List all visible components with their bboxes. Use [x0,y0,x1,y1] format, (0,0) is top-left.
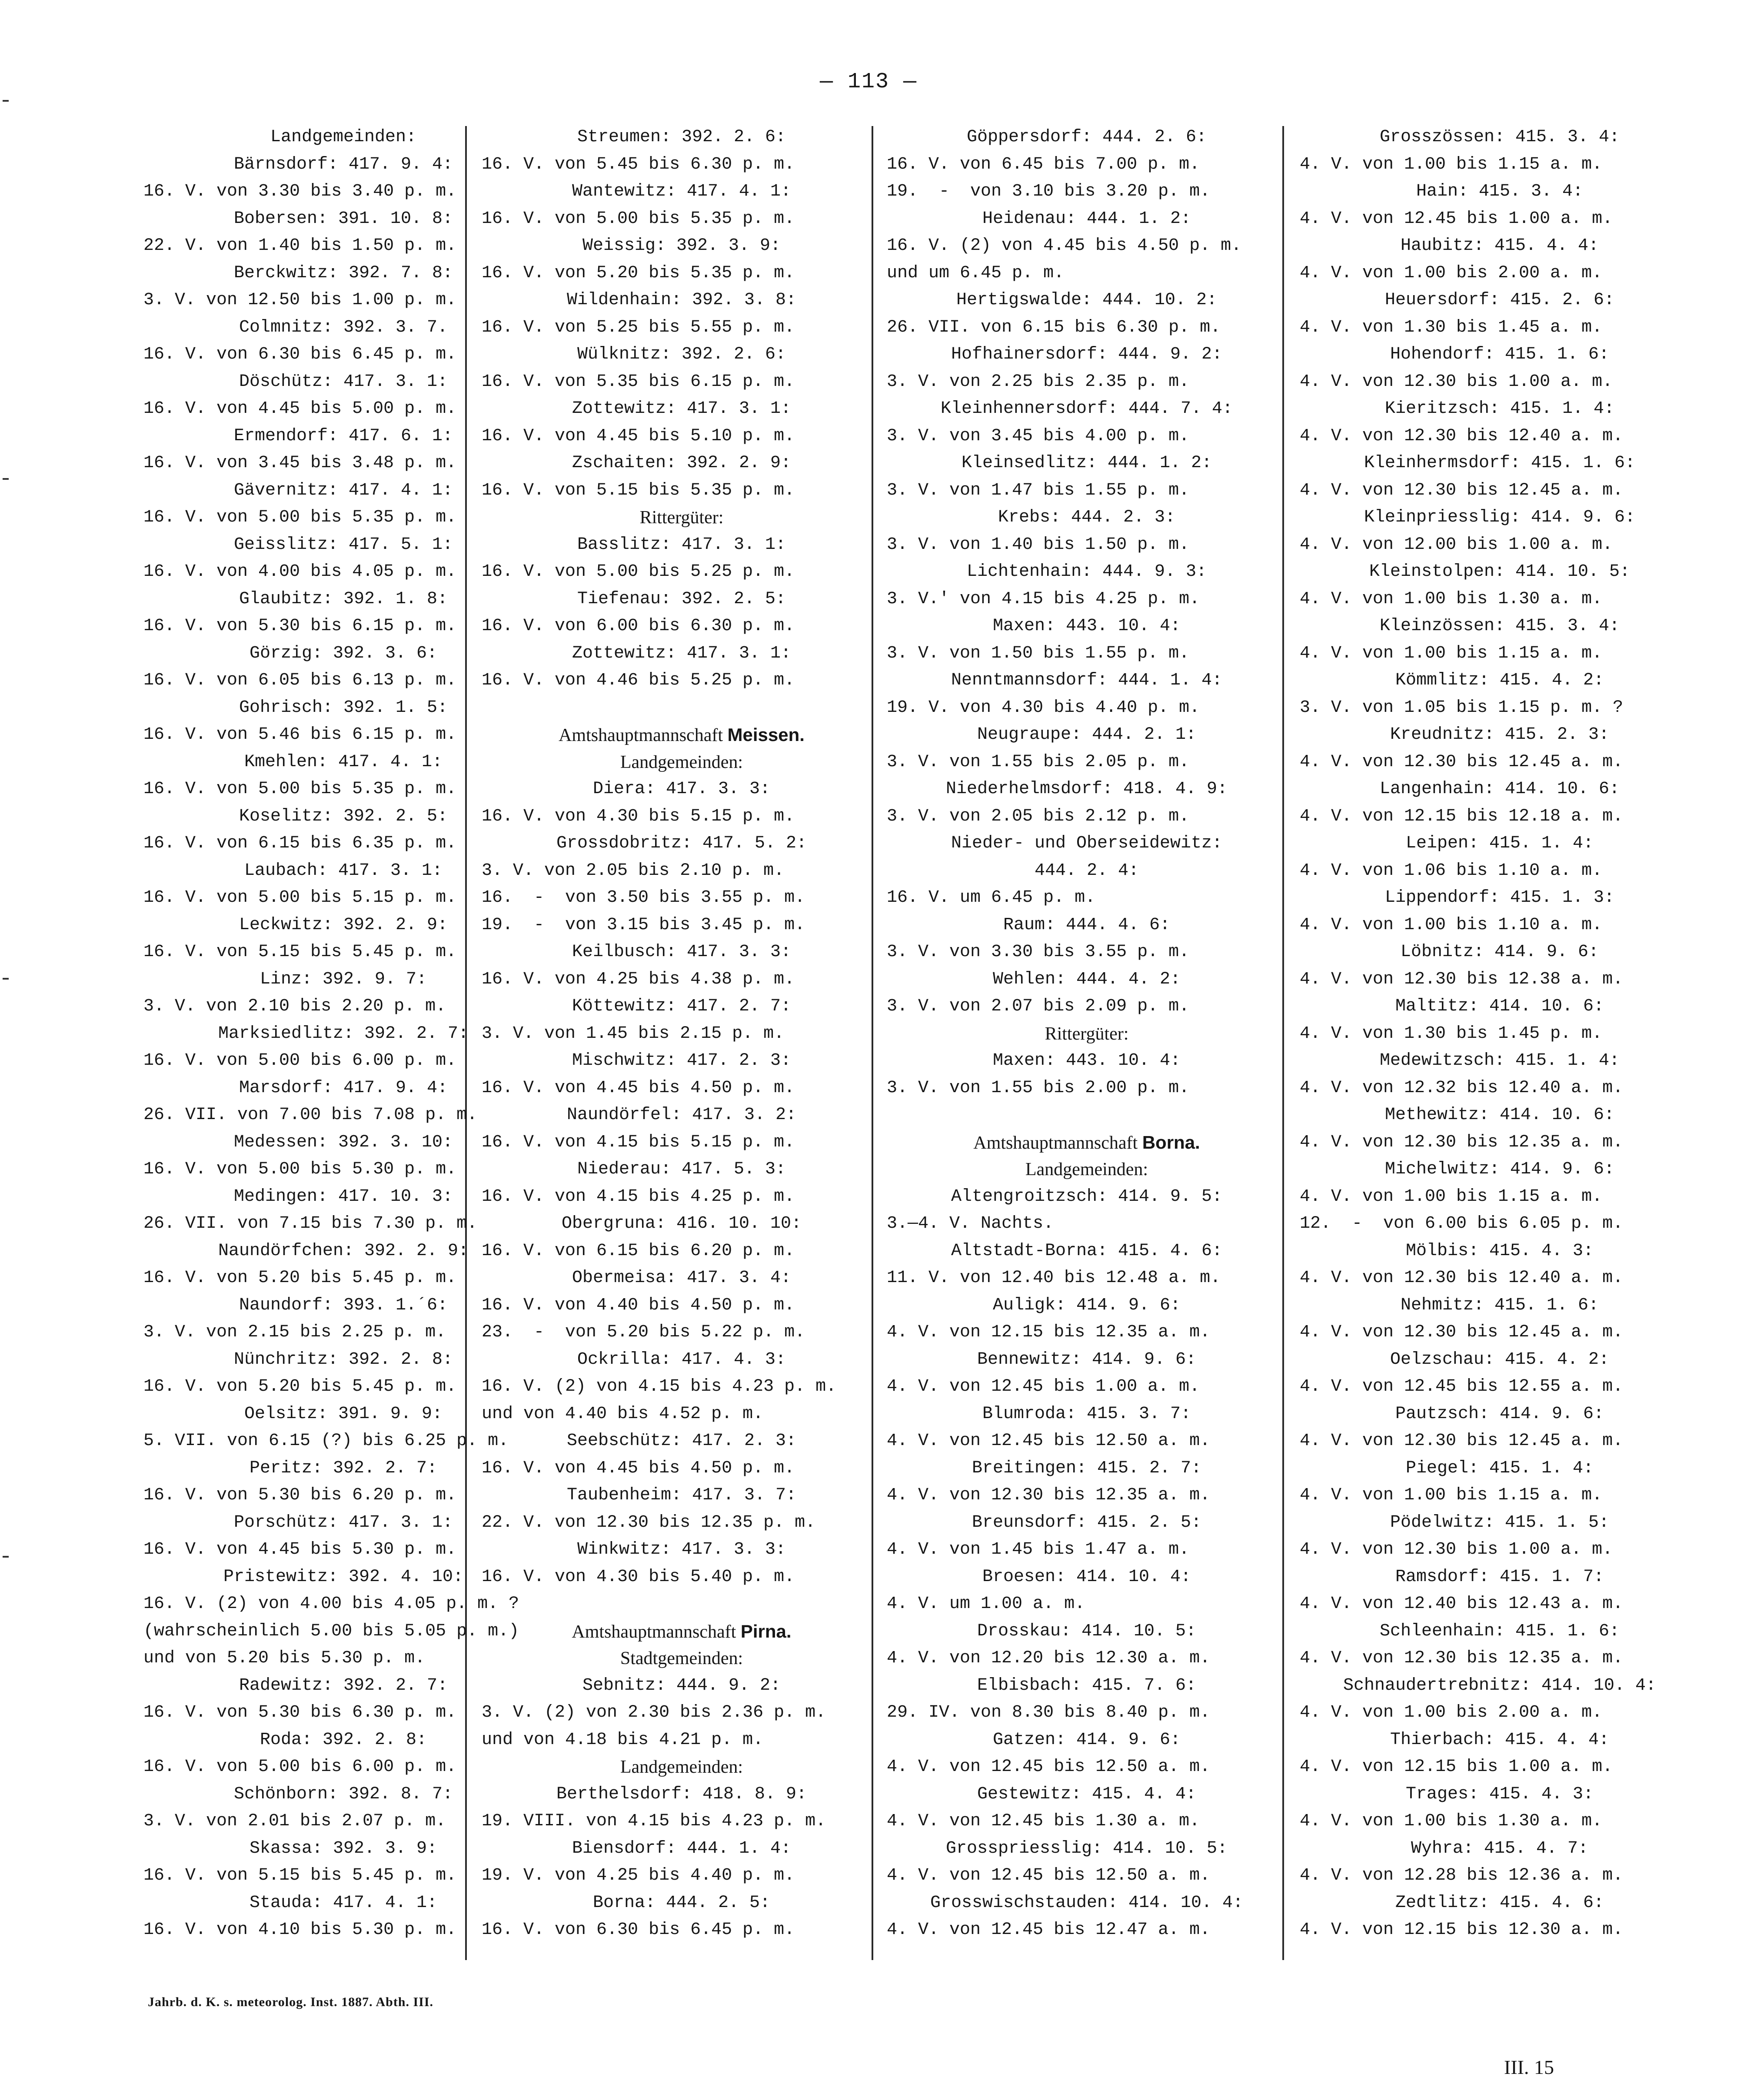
place-heading: 444. 2. 4: [1034,861,1139,881]
district-prefix: Amtshauptmannschaft [572,1622,741,1642]
observation-entry: 16. V. von 6.45 bis 7.00 p. m. [887,154,1200,174]
observation-entry: 3. V. von 1.40 bis 1.50 p. m. [887,535,1190,555]
place-heading: Oelzschau: 415. 4. 2: [1390,1349,1610,1369]
observation-entry: 4. V. von 1.06 bis 1.10 a. m. [1300,861,1603,881]
place-heading: Bennewitz: 414. 9. 6: [977,1349,1197,1369]
observation-entry: 3. V. von 2.05 bis 2.10 p. m. [482,861,785,881]
place-heading: Porschütz: 417. 3. 1: [233,1512,453,1532]
observation-entry: 16. V. (2) von 4.45 bis 4.50 p. m. [887,236,1242,256]
place-heading: Kleinsedlitz: 444. 1. 2: [961,453,1212,473]
district-name: Borna. [1142,1132,1200,1153]
observation-entry: 4. V. von 1.30 bis 1.45 p. m. [1300,1023,1603,1043]
place-heading: Löbnitz: 414. 9. 6: [1400,942,1599,962]
observation-entry: 16. V. von 5.00 bis 6.00 p. m. [143,1757,457,1777]
observation-entry: 4. V. von 12.20 bis 12.30 a. m. [887,1648,1211,1668]
journal-reference: Jahrb. d. K. s. meteorolog. Inst. 1887. Abth. III. [148,1995,434,2009]
observation-entry: 16. V. von 5.00 bis 5.25 p. m. [482,562,795,581]
spacer [482,694,882,722]
place-heading: Krebs: 444. 2. 3: [998,508,1176,527]
place-heading: Ramsdorf: 415. 1. 7: [1395,1567,1604,1587]
place-heading: Hohendorf: 415. 1. 6: [1390,345,1610,364]
observation-entry: 3.—4. V. Nachts. [887,1214,1054,1233]
place-heading: Heidenau: 444. 1. 2: [982,209,1191,229]
place-heading: Nenntmannsdorf: 444. 1. 4: [951,671,1223,690]
place-heading: Görzig: 392. 3. 6: [249,643,438,663]
district-heading [482,1618,882,1645]
observation-entry: 4. V. von 12.15 bis 1.00 a. m. [1300,1757,1613,1777]
observation-entry: 16. V. von 6.15 bis 6.35 p. m. [143,834,457,853]
place-heading: Geisslitz: 417. 5. 1: [233,535,453,555]
district-heading [482,721,882,749]
place-heading: Heuersdorf: 415. 2. 6: [1384,290,1615,310]
observation-entry: 16. V. von 6.30 bis 6.45 p. m. [143,345,457,364]
section-subheading: Landgemeinden: [620,752,743,772]
place-heading: Basslitz: 417. 3. 1: [577,535,786,555]
place-heading: Piegel: 415. 1. 4: [1405,1458,1594,1478]
observation-entry: 4. V. von 12.30 bis 12.35 a. m. [1300,1648,1624,1668]
place-heading: Berckwitz: 392. 7. 8: [233,263,453,283]
observation-entry: 4. V. von 12.30 bis 12.45 a. m. [1300,1431,1624,1451]
observation-entry: 16. V. von 6.00 bis 6.30 p. m. [482,616,795,636]
place-heading: Wehlen: 444. 4. 2: [992,969,1181,989]
observation-entry: 16. V. von 5.00 bis 5.30 p. m. [143,1160,457,1179]
observation-entry: 16. V. von 4.25 bis 4.38 p. m. [482,969,795,989]
observation-entry: 22. V. von 1.40 bis 1.50 p. m. [143,236,457,256]
observation-entry: und von 4.40 bis 4.52 p. m. [482,1404,764,1424]
section-subheading: Stadtgemeinden: [620,1648,743,1668]
place-heading: Marksiedlitz: 392. 2. 7: [218,1023,469,1043]
place-heading: Wyhra: 415. 4. 7: [1411,1838,1589,1858]
place-heading: Obergruna: 416. 10. 10: [561,1214,802,1233]
place-heading: Maltitz: 414. 10. 6: [1395,997,1604,1016]
place-heading: Marsdorf: 417. 9. 4: [239,1078,448,1098]
observation-entry: 26. VII. von 7.00 bis 7.08 p. m. [143,1105,478,1125]
observation-entry: 16. V. von 6.15 bis 6.20 p. m. [482,1241,795,1261]
place-heading: Gestewitz: 415. 4. 4: [977,1784,1197,1804]
place-heading: Wildenhain: 392. 3. 8: [566,290,797,310]
place-heading: Pautzsch: 414. 9. 6: [1395,1404,1604,1424]
place-heading: Diera: 417. 3. 3: [592,779,771,799]
observation-entry: 4. V. von 12.30 bis 12.45 a. m. [1300,1322,1624,1342]
observation-entry: 4. V. von 12.45 bis 1.00 a. m. [1300,209,1613,229]
observation-entry: 16. V. von 3.45 bis 3.48 p. m. [143,453,457,473]
place-heading: Medessen: 392. 3. 10: [233,1132,453,1152]
place-heading: Oelsitz: 391. 9. 9: [244,1404,443,1424]
place-heading: Glaubitz: 392. 1. 8: [239,589,448,609]
observation-entry: 16. V. von 4.15 bis 4.25 p. m. [482,1186,795,1206]
observation-entry: 16. V. um 6.45 p. m. [887,888,1096,907]
place-heading: Kleinpriesslig: 414. 9. 6: [1364,508,1636,527]
place-heading: Gohrisch: 392. 1. 5: [239,698,448,718]
place-heading: Medingen: 417. 10. 3: [233,1186,453,1206]
margin-mark [3,100,9,102]
place-heading: Kleinzössen: 415. 3. 4: [1379,616,1620,636]
observation-entry: 16. V. (2) von 4.00 bis 4.05 p. m. ? [143,1594,519,1614]
place-heading: Tiefenau: 392. 2. 5: [577,589,786,609]
place-heading: Leckwitz: 392. 2. 9: [239,915,448,935]
place-heading: Altstadt-Borna: 415. 4. 6: [951,1241,1223,1261]
text-column-4 [1300,124,1700,1944]
observation-entry: 16. V. von 5.15 bis 5.45 p. m. [143,1866,457,1885]
spacer [887,1102,1287,1129]
observation-entry: 3. V. von 1.47 bis 1.55 p. m. [887,480,1190,500]
observation-entry: 16. V. von 5.25 bis 5.55 p. m. [482,317,795,337]
observation-entry: 4. V. um 1.00 a. m. [887,1594,1085,1614]
place-heading: Langenhain: 414. 10. 6: [1379,779,1620,799]
observation-entry: und von 4.18 bis 4.21 p. m. [482,1730,764,1750]
observation-entry: 4. V. von 1.00 bis 1.15 a. m. [1300,1485,1603,1505]
margin-mark [3,1556,9,1558]
observation-entry: 3. V. von 12.50 bis 1.00 p. m. [143,290,457,310]
place-heading: Breunsdorf: 415. 2. 5: [972,1512,1202,1532]
place-heading: Gävernitz: 417. 4. 1: [233,480,453,500]
place-heading: Nehmitz: 415. 1. 6: [1400,1295,1599,1315]
observation-entry: 16. V. von 6.05 bis 6.13 p. m. [143,671,457,690]
place-heading: Kieritzsch: 415. 1. 4: [1384,399,1615,419]
place-heading: Maxen: 443. 10. 4: [992,1051,1181,1070]
observation-entry: 4. V. von 12.28 bis 12.36 a. m. [1300,1866,1624,1885]
observation-entry: 4. V. von 12.30 bis 1.00 a. m. [1300,372,1613,392]
place-heading: Leipen: 415. 1. 4: [1405,834,1594,853]
observation-entry: 4. V. von 12.45 bis 12.50 a. m. [887,1757,1211,1777]
observation-entry: 4. V. von 12.30 bis 12.45 a. m. [1300,480,1624,500]
place-heading: Göppersdorf: 444. 2. 6: [966,127,1207,147]
place-heading: Hofhainersdorf: 444. 9. 2: [951,345,1223,364]
district-prefix: Amtshauptmannschaft [973,1133,1142,1153]
observation-entry: 11. V. von 12.40 bis 12.48 a. m. [887,1268,1221,1288]
place-heading: Döschütz: 417. 3. 1: [239,372,448,392]
observation-entry: 16. V. von 5.00 bis 5.15 p. m. [143,888,457,907]
place-heading: Pristewitz: 392. 4. 10: [223,1567,464,1587]
observation-entry: 16. V. von 4.45 bis 5.00 p. m. [143,399,457,419]
place-heading: Naundörfel: 417. 3. 2: [566,1105,797,1125]
place-heading: Grosspriesslig: 414. 10. 5: [945,1838,1228,1858]
observation-entry: 16. V. von 4.30 bis 5.15 p. m. [482,806,795,826]
place-heading: Seebschütz: 417. 2. 3: [566,1431,797,1451]
observation-entry: 16. V. von 3.30 bis 3.40 p. m. [143,182,457,201]
observation-entry: 26. VII. von 7.15 bis 7.30 p. m. [143,1214,478,1233]
place-heading: Zottewitz: 417. 3. 1: [572,643,792,663]
observation-entry: 4. V. von 1.45 bis 1.47 a. m. [887,1540,1190,1559]
observation-entry: 16. V. (2) von 4.15 bis 4.23 p. m. [482,1377,837,1396]
place-heading: Stauda: 417. 4. 1: [249,1893,438,1913]
place-heading: Köttewitz: 417. 2. 7: [572,997,792,1016]
section-subheading: Rittergüter: [639,508,724,528]
observation-entry: 16. V. von 4.46 bis 5.25 p. m. [482,671,795,690]
spacer [482,1591,882,1618]
observation-entry: 4. V. von 12.15 bis 12.30 a. m. [1300,1920,1624,1940]
observation-entry: 16. V. von 5.30 bis 6.15 p. m. [143,616,457,636]
place-heading: Landgemeinden: [270,127,417,147]
observation-entry: 3. V. von 1.55 bis 2.05 p. m. [887,752,1190,772]
observation-entry: 16. V. von 5.00 bis 5.35 p. m. [143,779,457,799]
text-column-2 [482,124,882,1944]
place-heading: Kleinstolpen: 414. 10. 5: [1369,562,1631,581]
place-heading: Grosszössen: 415. 3. 4: [1379,127,1620,147]
place-heading: Skassa: 392. 3. 9: [249,1838,438,1858]
page-number: — 113 — [819,70,918,94]
place-heading: Naundörfchen: 392. 2. 9: [218,1241,469,1261]
place-heading: Schnaudertrebnitz: 414. 10. 4: [1343,1675,1657,1695]
observation-entry: 4. V. von 12.45 bis 12.47 a. m. [887,1920,1211,1940]
observation-entry: 16. V. von 6.30 bis 6.45 p. m. [482,1920,795,1940]
observation-entry: 4. V. von 1.00 bis 1.15 a. m. [1300,643,1603,663]
observation-entry: 3. V.' von 4.15 bis 4.25 p. m. [887,589,1200,609]
place-heading: Naundorf: 393. 1.´6: [239,1295,448,1315]
place-heading: Maxen: 443. 10. 4: [992,616,1181,636]
observation-entry: 4. V. von 12.00 bis 1.00 a. m. [1300,535,1613,555]
observation-entry: 4. V. von 1.00 bis 1.15 a. m. [1300,1186,1603,1206]
observation-entry: 16. V. von 4.45 bis 5.30 p. m. [143,1540,457,1559]
observation-entry: 5. VII. von 6.15 (?) bis 6.25 p. m. [143,1431,509,1451]
observation-entry: 4. V. von 12.45 bis 1.00 a. m. [887,1377,1200,1396]
place-heading: Radewitz: 392. 2. 7: [239,1675,448,1695]
observation-entry: 26. VII. von 6.15 bis 6.30 p. m. [887,317,1221,337]
observation-entry: 16. V. von 4.30 bis 5.40 p. m. [482,1567,795,1587]
observation-entry: 3. V. (2) von 2.30 bis 2.36 p. m. [482,1703,826,1722]
place-heading: Kömmlitz: 415. 4. 2: [1395,671,1604,690]
place-heading: Medewitzsch: 415. 1. 4: [1379,1051,1620,1070]
observation-entry: 3. V. von 3.30 bis 3.55 p. m. [887,942,1190,962]
observation-entry: 4. V. von 12.45 bis 12.55 a. m. [1300,1377,1624,1396]
observation-entry: 16. V. von 5.00 bis 5.35 p. m. [143,508,457,527]
observation-entry: 4. V. von 1.00 bis 1.30 a. m. [1300,1811,1603,1831]
place-heading: Streumen: 392. 2. 6: [577,127,786,147]
place-heading: Michelwitz: 414. 9. 6: [1384,1160,1615,1179]
place-heading: Kleinhermsdorf: 415. 1. 6: [1364,453,1636,473]
observation-entry: 19. - von 3.10 bis 3.20 p. m. [887,182,1211,201]
observation-entry: 4. V. von 12.30 bis 12.35 a. m. [887,1485,1211,1505]
observation-entry: 4. V. von 1.00 bis 1.30 a. m. [1300,589,1603,609]
place-heading: Thierbach: 415. 4. 4: [1390,1730,1610,1750]
observation-entry: 16. V. von 5.20 bis 5.45 p. m. [143,1377,457,1396]
observation-entry: 4. V. von 1.00 bis 1.10 a. m. [1300,915,1603,935]
place-heading: Roda: 392. 2. 8: [260,1730,427,1750]
place-heading: Linz: 392. 9. 7: [260,969,427,989]
observation-entry: 16. V. von 5.45 bis 6.30 p. m. [482,154,795,174]
place-heading: Schönborn: 392. 8. 7: [233,1784,453,1804]
observation-entry: 3. V. von 1.45 bis 2.15 p. m. [482,1023,785,1043]
place-heading: Zedtlitz: 415. 4. 6: [1395,1893,1604,1913]
place-heading: Nieder- und Oberseidewitz: [951,834,1223,853]
place-heading: Sebnitz: 444. 9. 2: [582,1675,781,1695]
place-heading: Trages: 415. 4. 3: [1405,1784,1594,1804]
observation-entry: 4. V. von 1.00 bis 2.00 a. m. [1300,263,1603,283]
observation-entry: 3. V. von 2.01 bis 2.07 p. m. [143,1811,446,1831]
place-heading: Ockrilla: 417. 4. 3: [577,1349,786,1369]
district-name: Meissen. [727,724,805,745]
place-heading: Colmnitz: 392. 3. 7. [239,317,448,337]
observation-entry: 16. V. von 4.45 bis 4.50 p. m. [482,1078,795,1098]
place-heading: Taubenheim: 417. 3. 7: [566,1485,797,1505]
observation-entry: 3. V. von 2.10 bis 2.20 p. m. [143,997,446,1016]
observation-entry: 3. V. von 1.55 bis 2.00 p. m. [887,1078,1190,1098]
place-heading: Zottewitz: 417. 3. 1: [572,399,792,419]
place-heading: Nünchritz: 392. 2. 8: [233,1349,453,1369]
margin-mark [3,478,9,480]
place-heading: Pödelwitz: 415. 1. 5: [1390,1512,1610,1532]
place-heading: Schleenhain: 415. 1. 6: [1379,1621,1620,1641]
section-subheading: Landgemeinden: [620,1757,743,1777]
place-heading: Keilbusch: 417. 3. 3: [572,942,792,962]
observation-entry: 4. V. von 12.45 bis 12.50 a. m. [887,1866,1211,1885]
observation-entry: 4. V. von 12.30 bis 1.00 a. m. [1300,1540,1613,1559]
place-heading: Broesen: 414. 10. 4: [982,1567,1191,1587]
observation-entry: 16. V. von 4.00 bis 4.05 p. m. [143,562,457,581]
place-heading: Raum: 444. 4. 6: [1003,915,1171,935]
place-heading: Elbisbach: 415. 7. 6: [977,1675,1197,1695]
observation-entry: 12. - von 6.00 bis 6.05 p. m. [1300,1214,1624,1233]
place-heading: Berthelsdorf: 418. 8. 9: [556,1784,807,1804]
place-heading: Kreudnitz: 415. 2. 3: [1390,725,1610,744]
observation-entry: 16. V. von 4.45 bis 5.10 p. m. [482,426,795,446]
place-heading: Haubitz: 415. 4. 4: [1400,236,1599,256]
observation-entry: 16. V. von 5.20 bis 5.45 p. m. [143,1268,457,1288]
observation-entry: 19. V. von 4.25 bis 4.40 p. m. [482,1866,795,1885]
observation-entry: 19. VIII. von 4.15 bis 4.23 p. m. [482,1811,826,1831]
section-subheading: Landgemeinden: [1025,1160,1148,1180]
place-heading: Altengroitzsch: 414. 9. 5: [951,1186,1223,1206]
observation-entry: 4. V. von 12.30 bis 12.40 a. m. [1300,426,1624,446]
observation-entry: 19. V. von 4.30 bis 4.40 p. m. [887,698,1200,718]
district-heading [887,1129,1287,1156]
district-name: Pirna. [740,1621,792,1641]
observation-entry: 16. V. von 4.45 bis 4.50 p. m. [482,1458,795,1478]
observation-entry: 23. - von 5.20 bis 5.22 p. m. [482,1322,805,1342]
place-heading: Zschaiten: 392. 2. 9: [572,453,792,473]
place-heading: Kleinhennersdorf: 444. 7. 4: [940,399,1233,419]
place-heading: Wülknitz: 392. 2. 6: [577,345,786,364]
observation-entry: 4. V. von 12.30 bis 12.38 a. m. [1300,969,1624,989]
observation-entry: 16. V. von 4.10 bis 5.30 p. m. [143,1920,457,1940]
observation-entry: 22. V. von 12.30 bis 12.35 p. m. [482,1512,816,1532]
observation-entry: 3. V. von 2.07 bis 2.09 p. m. [887,997,1190,1016]
place-heading: Niederhelmsdorf: 418. 4. 9: [945,779,1228,799]
observation-entry: 16. V. von 5.00 bis 6.00 p. m. [143,1051,457,1070]
observation-entry: 16. V. von 4.40 bis 4.50 p. m. [482,1295,795,1315]
observation-entry: 3. V. von 3.45 bis 4.00 p. m. [887,426,1190,446]
place-heading: Blumroda: 415. 3. 7: [982,1404,1191,1424]
observation-entry: 4. V. von 12.40 bis 12.43 a. m. [1300,1594,1624,1614]
observation-entry: 4. V. von 12.30 bis 12.45 a. m. [1300,752,1624,772]
observation-entry: 16. V. von 5.15 bis 5.35 p. m. [482,480,795,500]
place-heading: Gatzen: 414. 9. 6: [992,1730,1181,1750]
observation-entry: 3. V. von 1.50 bis 1.55 p. m. [887,643,1190,663]
place-heading: Koselitz: 392. 2. 5: [239,806,448,826]
place-heading: Niederau: 417. 5. 3: [577,1160,786,1179]
place-heading: Peritz: 392. 2. 7: [249,1458,438,1478]
observation-entry: 16. V. von 5.30 bis 6.30 p. m. [143,1703,457,1722]
observation-entry: 16. V. von 5.15 bis 5.45 p. m. [143,942,457,962]
observation-entry: 4. V. von 12.30 bis 12.35 a. m. [1300,1132,1624,1152]
place-heading: Wantewitz: 417. 4. 1: [572,182,792,201]
observation-entry: 16. V. von 5.30 bis 6.20 p. m. [143,1485,457,1505]
observation-entry: 3. V. von 1.05 bis 1.15 p. m. ? [1300,698,1624,718]
observation-entry: 4. V. von 1.30 bis 1.45 a. m. [1300,317,1603,337]
place-heading: Mischwitz: 417. 2. 3: [572,1051,792,1070]
place-heading: Winkwitz: 417. 3. 3: [577,1540,786,1559]
place-heading: Methewitz: 414. 10. 6: [1384,1105,1615,1125]
text-column-3 [887,124,1287,1944]
observation-entry: 4. V. von 12.15 bis 12.18 a. m. [1300,806,1624,826]
observation-entry: 16. V. von 5.35 bis 6.15 p. m. [482,372,795,392]
place-heading: Biensdorf: 444. 1. 4: [572,1838,792,1858]
observation-entry: 4. V. von 12.30 bis 12.40 a. m. [1300,1268,1624,1288]
place-heading: Borna: 444. 2. 5: [592,1893,771,1913]
place-heading: Laubach: 417. 3. 1: [244,861,443,881]
signature-mark: III. 15 [1504,2056,1554,2078]
observation-entry: (wahrscheinlich 5.00 bis 5.05 p. m.) [143,1621,519,1641]
observation-entry: 4. V. von 1.00 bis 1.15 a. m. [1300,154,1603,174]
place-heading: Obermeisa: 417. 3. 4: [572,1268,792,1288]
observation-entry: 16. V. von 5.00 bis 5.35 p. m. [482,209,795,229]
place-heading: Breitingen: 415. 2. 7: [972,1458,1202,1478]
place-heading: Bärnsdorf: 417. 9. 4: [233,154,453,174]
observation-entry: 4. V. von 12.15 bis 12.35 a. m. [887,1322,1211,1342]
observation-entry: 3. V. von 2.25 bis 2.35 p. m. [887,372,1190,392]
place-heading: Auligk: 414. 9. 6: [992,1295,1181,1315]
observation-entry: und von 5.20 bis 5.30 p. m. [143,1648,426,1668]
place-heading: Hain: 415. 3. 4: [1416,182,1584,201]
observation-entry: 4. V. von 12.45 bis 1.30 a. m. [887,1811,1200,1831]
place-heading: Bobersen: 391. 10. 8: [233,209,453,229]
place-heading: Weissig: 392. 3. 9: [582,236,781,256]
place-heading: Grossdobritz: 417. 5. 2: [556,834,807,853]
observation-entry: 16. V. von 5.20 bis 5.35 p. m. [482,263,795,283]
observation-entry: 4. V. von 12.45 bis 12.50 a. m. [887,1431,1211,1451]
place-heading: Hertigswalde: 444. 10. 2: [956,290,1218,310]
section-subheading: Rittergüter: [1045,1023,1129,1044]
place-heading: Lippendorf: 415. 1. 3: [1384,888,1615,907]
observation-entry: 16. - von 3.50 bis 3.55 p. m. [482,888,805,907]
place-heading: Ermendorf: 417. 6. 1: [233,426,453,446]
place-heading: Grosswischstauden: 414. 10. 4: [930,1893,1244,1913]
observation-entry: 29. IV. von 8.30 bis 8.40 p. m. [887,1703,1211,1722]
observation-entry: 16. V. von 5.46 bis 6.15 p. m. [143,725,457,744]
place-heading: Lichtenhain: 444. 9. 3: [966,562,1207,581]
observation-entry: 3. V. von 2.05 bis 2.12 p. m. [887,806,1190,826]
observation-entry: 19. - von 3.15 bis 3.45 p. m. [482,915,805,935]
place-heading: Neugraupe: 444. 2. 1: [977,725,1197,744]
observation-entry: und um 6.45 p. m. [887,263,1065,283]
observation-entry: 3. V. von 2.15 bis 2.25 p. m. [143,1322,446,1342]
place-heading: Kmehlen: 417. 4. 1: [244,752,443,772]
observation-entry: 4. V. von 1.00 bis 2.00 a. m. [1300,1703,1603,1722]
margin-mark [3,978,9,980]
district-prefix: Amtshauptmannschaft [559,725,728,745]
place-heading: Drosskau: 414. 10. 5: [977,1621,1197,1641]
place-heading: Mölbis: 415. 4. 3: [1405,1241,1594,1261]
observation-entry: 16. V. von 4.15 bis 5.15 p. m. [482,1132,795,1152]
observation-entry: 4. V. von 12.32 bis 12.40 a. m. [1300,1078,1624,1098]
